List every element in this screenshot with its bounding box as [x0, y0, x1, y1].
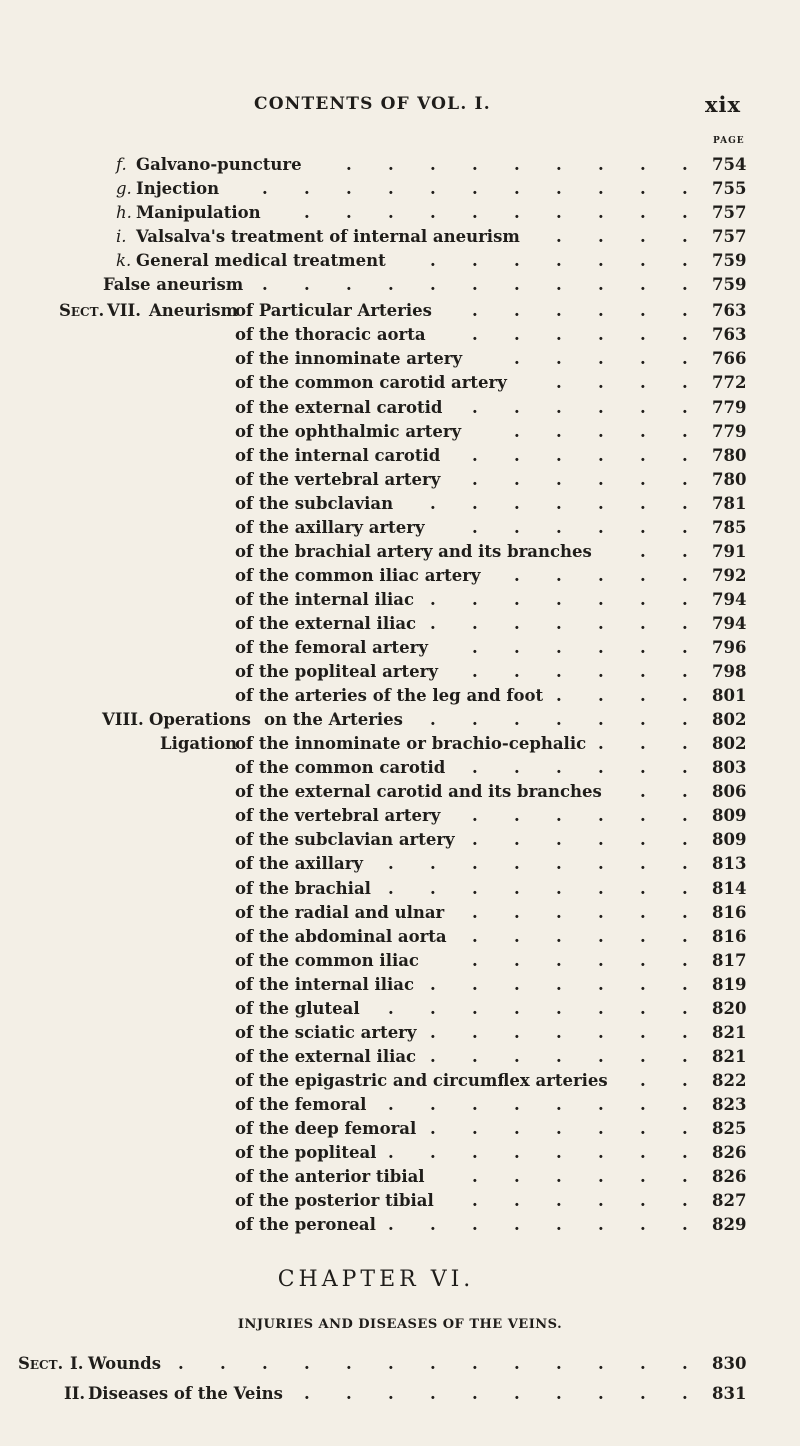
- entry-label: of the internal iliac: [235, 974, 415, 994]
- toc-entry: of the innominate artery 766 . . . . .: [0, 347, 800, 371]
- entry-page: 822: [712, 1070, 747, 1090]
- chapter-entry: II. Diseases of the Veins 831 . . . . . . . . . .: [0, 1382, 800, 1406]
- chapter-heading: CHAPTER VI.: [277, 1267, 475, 1293]
- toc-entry: of the peroneal 829 . . . . . . . .: [0, 1213, 800, 1237]
- entry-page: 779: [712, 397, 747, 417]
- section-prefix: Aneurism: [149, 301, 239, 321]
- entry-label: of the popliteal artery: [235, 662, 438, 682]
- entry-page: 829: [712, 1215, 747, 1235]
- entry-label: of the external iliac: [235, 613, 417, 633]
- entry-page: 816: [712, 902, 747, 922]
- entry-label: Valsalva's treatment of internal aneurism: [136, 227, 520, 247]
- toc-entry: Ligation of the innominate or brachio-cephalic 802 . . .: [0, 732, 800, 756]
- toc-entry: i. Valsalva's treatment of internal aneurism 757 . . . .: [0, 225, 800, 249]
- toc-entry: of the axillary 813 . . . . . . . .: [0, 852, 800, 876]
- entry-label: Wounds: [88, 1354, 162, 1374]
- entry-page: 781: [712, 493, 747, 513]
- toc-entry: of the brachial artery and its branches 791 . .: [0, 540, 800, 564]
- section-prefix: Operations: [149, 710, 251, 730]
- entry-page: 794: [712, 613, 747, 633]
- entry-page: 809: [712, 806, 747, 826]
- section-number: VIII.: [102, 710, 144, 730]
- entry-marker: g.: [116, 179, 132, 199]
- entry-page: 821: [712, 1046, 747, 1066]
- entry-page: 821: [712, 1022, 747, 1042]
- entry-label: of the subclavian: [235, 493, 394, 513]
- entry-label: of the femoral artery: [235, 638, 428, 657]
- entry-label: of the ophthalmic artery: [235, 421, 462, 441]
- chapter-entry: Sect. I. Wounds 830 . . . . . . . . . . . . .: [0, 1352, 800, 1376]
- toc-entry: of the sciatic artery 821 . . . . . . .: [0, 1021, 800, 1045]
- toc-entry: h. Manipulation 757 . . . . . . . . . .: [0, 201, 800, 225]
- entry-label: of the subclavian artery: [235, 830, 455, 850]
- entry-label: Diseases of the Veins: [88, 1384, 283, 1404]
- page-column-heading: PAGE: [713, 136, 745, 146]
- entry-label: of the common iliac artery: [235, 565, 481, 585]
- toc-entry: of the posterior tibial 827 . . . . . .: [0, 1189, 800, 1213]
- entry-label: of the axillary: [235, 854, 364, 874]
- entry-label: of the femoral: [235, 1094, 367, 1114]
- section-label: of Particular Arteries: [235, 301, 432, 321]
- toc-entry: of the vertebral artery 809 . . . . . .: [0, 804, 800, 828]
- entry-label: of the common carotid: [235, 758, 446, 778]
- entry-page: 801: [712, 686, 747, 706]
- entry-marker: i.: [116, 227, 127, 247]
- entry-page: 766: [712, 349, 747, 369]
- toc-entry: of the subclavian artery 809 . . . . . .: [0, 828, 800, 852]
- entry-label: of the axillary artery: [235, 517, 425, 537]
- entry-page: 757: [712, 203, 747, 223]
- entry-label: of the gluteal: [235, 998, 360, 1018]
- entry-label: Manipulation: [136, 203, 261, 223]
- entry-label: of the anterior tibial: [235, 1167, 425, 1187]
- entry-label: of the external carotid and its branches: [235, 782, 602, 802]
- entry-page: 814: [712, 878, 747, 898]
- entry-label: of the abdominal aorta: [235, 926, 447, 946]
- entry-label: of the common carotid artery: [235, 373, 507, 393]
- entry-page: 754: [712, 155, 747, 174]
- entry-page: 826: [712, 1143, 747, 1163]
- entry-label: of the radial and ulnar: [235, 902, 445, 922]
- toc-entry: of the femoral 823 . . . . . . . .: [0, 1093, 800, 1117]
- toc-entry: f. Galvano-puncture 754 . . . . . . . . .: [0, 153, 800, 177]
- entry-label: of the common iliac: [235, 950, 419, 970]
- running-head: [0, 94, 800, 122]
- toc-entry: of the gluteal 820 . . . . . . . .: [0, 997, 800, 1021]
- toc-entry: of the common iliac artery 792 . . . . .: [0, 564, 800, 588]
- toc-entry: of the anterior tibial 826 . . . . . .: [0, 1165, 800, 1189]
- running-title: CONTENTS OF VOL. I.: [254, 94, 491, 114]
- toc-entry: of the brachial 814 . . . . . . . .: [0, 877, 800, 901]
- toc-entry: of the epigastric and circumflex arteries 822 . .: [0, 1069, 800, 1093]
- toc-entry: of the subclavian 781 . . . . . . .: [0, 492, 800, 516]
- entry-label: of the vertebral artery: [235, 469, 441, 489]
- toc-entry: of the external iliac 821 . . . . . . .: [0, 1045, 800, 1069]
- entry-page: 816: [712, 926, 747, 946]
- entry-page: 817: [712, 950, 747, 970]
- entry-page: 820: [712, 998, 747, 1018]
- entry-label: of the arteries of the leg and foot: [235, 686, 544, 706]
- toc-entry: of the common carotid artery 772 . . . .: [0, 371, 800, 395]
- toc-entry: of the external iliac 794 . . . . . . .: [0, 612, 800, 636]
- entry-page: 827: [712, 1191, 747, 1211]
- toc-entry: of the internal iliac 819 . . . . . . .: [0, 973, 800, 997]
- toc-entry: k. General medical treatment 759 . . . . . . .: [0, 249, 800, 273]
- toc-entry: of the popliteal 826 . . . . . . . .: [0, 1141, 800, 1165]
- toc-entry: g. Injection 755 . . . . . . . . . . .: [0, 177, 800, 201]
- entry-page: 830: [712, 1354, 747, 1374]
- entry-page: 785: [712, 517, 747, 537]
- toc-entry: of the popliteal artery 798 . . . . . .: [0, 660, 800, 684]
- entry-page: 809: [712, 830, 747, 850]
- entry-page: 798: [712, 662, 747, 682]
- page-numeral: xix: [705, 92, 742, 117]
- entry-page: 823: [712, 1094, 747, 1114]
- entry-label: of the peroneal: [235, 1215, 376, 1235]
- section-number: I.: [70, 1354, 84, 1374]
- toc-entry: False aneurism 759 . . . . . . . . . . .: [0, 273, 800, 297]
- entry-page: 779: [712, 421, 747, 441]
- entry-marker: f.: [116, 155, 127, 174]
- toc-entry: of the axillary artery 785 . . . . . .: [0, 516, 800, 540]
- entry-label: of the vertebral artery: [235, 806, 441, 826]
- toc-entry: of the femoral artery 796 . . . . . .: [0, 636, 800, 660]
- entry-label: of the sciatic artery: [235, 1022, 417, 1042]
- entry-page: 791: [712, 541, 747, 561]
- sect-label: Sect.: [18, 1354, 64, 1374]
- section-number: II.: [64, 1384, 86, 1404]
- toc-entry: of the common iliac 817 . . . . . .: [0, 949, 800, 973]
- entry-page: 819: [712, 974, 747, 994]
- entry-label: of the posterior tibial: [235, 1191, 434, 1211]
- entry-page: 825: [712, 1119, 747, 1138]
- entry-page: 755: [712, 179, 747, 199]
- toc-entry: of the internal iliac 794 . . . . . . .: [0, 588, 800, 612]
- entry-label: of the external iliac: [235, 1046, 417, 1066]
- toc-entry: of the deep femoral 825 . . . . . . .: [0, 1117, 800, 1141]
- entry-page: 772: [712, 373, 747, 393]
- entry-marker: k.: [116, 251, 132, 271]
- entry-label: of the thoracic aorta: [235, 325, 426, 345]
- entry-page: 806: [712, 782, 747, 802]
- ligation-prefix: Ligation: [160, 734, 237, 754]
- toc-entry: of the common carotid 803 . . . . . .: [0, 756, 800, 780]
- section-heading-viii: VIII. Operations on the Arteries 802 . . . . . . .: [0, 708, 800, 732]
- toc-entry: of the external carotid 779 . . . . . .: [0, 396, 800, 420]
- entry-page: 813: [712, 854, 747, 874]
- entry-page: 802: [712, 734, 747, 754]
- entry-label: of the external carotid: [235, 397, 443, 417]
- entry-label: General medical treatment: [136, 251, 386, 271]
- toc-entry: of the ophthalmic artery 779 . . . . .: [0, 420, 800, 444]
- entry-label: of the brachial: [235, 878, 371, 898]
- section-label: on the Arteries: [264, 710, 403, 730]
- entry-page: 803: [712, 758, 747, 778]
- toc-entry: of the thoracic aorta 763 . . . . . .: [0, 323, 800, 347]
- entry-page: 759: [712, 251, 747, 271]
- entry-page: 794: [712, 589, 747, 609]
- entry-page: 796: [712, 638, 747, 657]
- entry-page: 780: [712, 469, 747, 489]
- section-page: 802: [712, 710, 747, 730]
- entry-label: of the innominate or brachio-cephalic: [235, 734, 587, 754]
- entry-page: 826: [712, 1167, 747, 1187]
- section-number: VII.: [107, 301, 141, 321]
- toc-entry: of the radial and ulnar 816 . . . . . .: [0, 901, 800, 925]
- section-heading-vii: Sect. VII. Aneurism of Particular Arteries 763 . . . . . .: [0, 299, 800, 323]
- entry-page: 763: [712, 325, 747, 345]
- entry-label: Injection: [136, 179, 220, 199]
- entry-label: Galvano-puncture: [136, 155, 302, 174]
- entry-page: 759: [712, 275, 747, 295]
- entry-label: of the internal carotid: [235, 445, 441, 465]
- toc-entry: of the internal carotid 780 . . . . . .: [0, 444, 800, 468]
- entry-label: of the brachial artery and its branches: [235, 541, 592, 561]
- sect-label: Sect.: [59, 301, 105, 321]
- toc-entry: of the vertebral artery 780 . . . . . .: [0, 468, 800, 492]
- chapter-subtitle: INJURIES AND DISEASES OF THE VEINS.: [237, 1317, 563, 1333]
- entry-label: of the innominate artery: [235, 349, 463, 369]
- toc-entry: of the abdominal aorta 816 . . . . . .: [0, 925, 800, 949]
- entry-label: of the epigastric and circumflex arteries: [235, 1070, 608, 1090]
- section-page: 763: [712, 301, 747, 321]
- entry-label: of the internal iliac: [235, 589, 415, 609]
- entry-page: 831: [712, 1384, 747, 1404]
- entry-page: 757: [712, 227, 747, 247]
- toc-entry: of the arteries of the leg and foot 801 . . . .: [0, 684, 800, 708]
- entry-label: of the popliteal: [235, 1143, 377, 1163]
- entry-label: False aneurism: [103, 275, 244, 295]
- entry-label: of the deep femoral: [235, 1119, 417, 1138]
- toc-entry: of the external carotid and its branches 806 . .: [0, 780, 800, 804]
- entry-page: 792: [712, 565, 747, 585]
- entry-page: 780: [712, 445, 747, 465]
- entry-marker: h.: [116, 203, 132, 223]
